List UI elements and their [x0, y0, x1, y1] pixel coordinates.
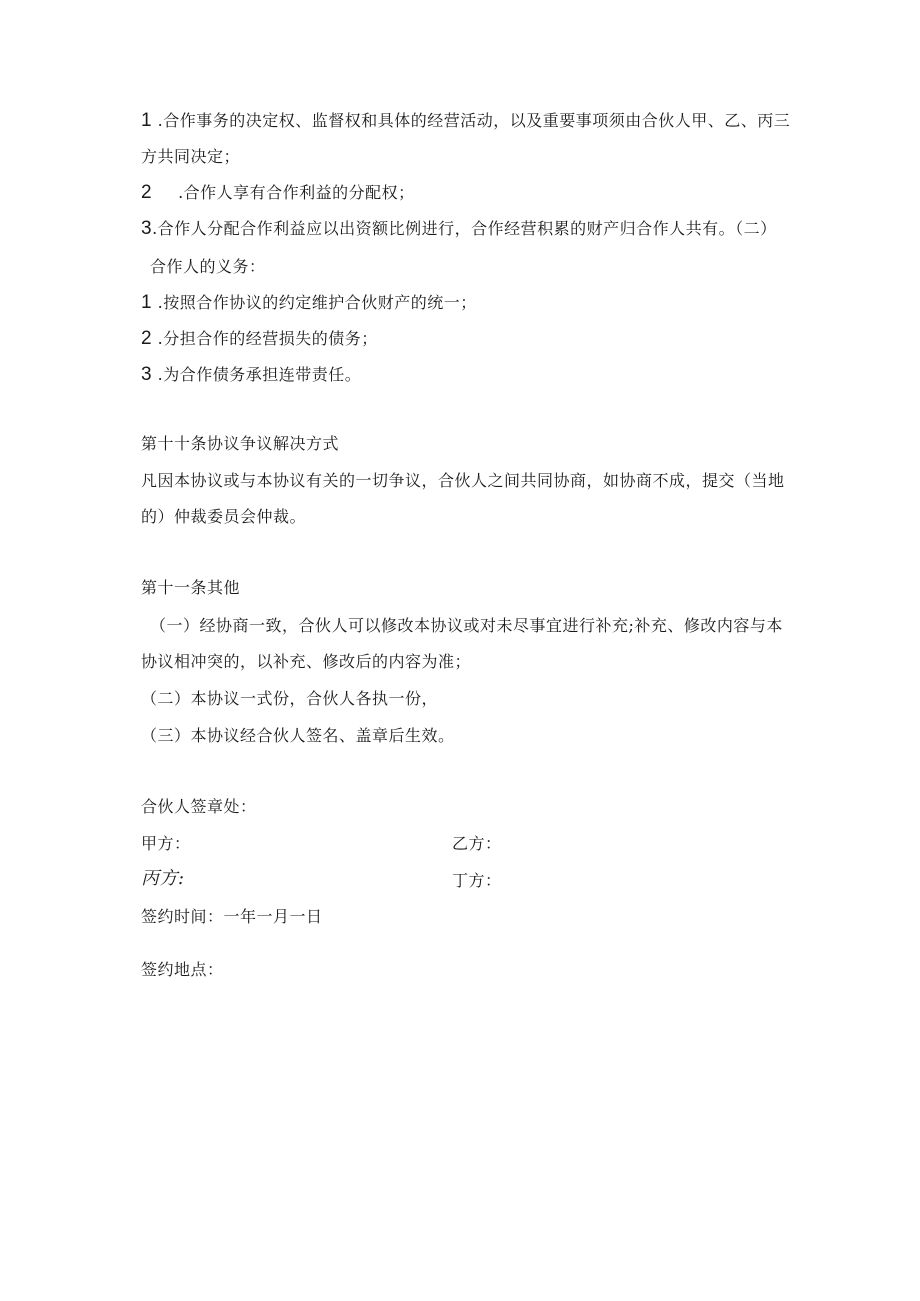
rights-item-3-number: 3 [141, 218, 153, 239]
rights-item-2 [141, 183, 415, 203]
rights-item-3-text: .合作人分配合作利益应以出资额比例进行，合作经营积累的财产归合作人共有。（二） [152, 219, 777, 238]
duties-item-3-text: .为合作债务承担连带责任。 [157, 365, 362, 384]
article-11-item-1-line-2: 协议相冲突的，以补充、修改后的内容为准； [141, 652, 472, 671]
article-10-line-2: 的）仲裁委员会仲裁。 [141, 507, 307, 526]
duties-item-2 [141, 329, 378, 349]
rights-item-3 [141, 219, 777, 239]
signing-place: 签约地点： [141, 960, 224, 979]
duties-item-1-text: .按照合作协议的约定维护合伙财产的统一； [157, 293, 477, 312]
rights-item-1-line-2: 方共同决定； [141, 147, 241, 166]
rights-item-1-number: 1 [141, 110, 153, 131]
rights-item-1-line-1 [141, 111, 790, 131]
rights-item-2-number: 2 [141, 182, 153, 203]
article-11-item-3: （三）本协议经合伙人签名、盖章后生效。 [141, 726, 455, 745]
duties-item-1 [141, 293, 477, 313]
duties-item-3 [141, 365, 361, 385]
signing-date: 签约时间：一年一月一日 [141, 907, 323, 926]
article-11-item-2: （二）本协议一式份，合伙人各执一份， [141, 689, 439, 708]
duties-item-1-number: 1 [141, 292, 153, 313]
rights-item-2-text: .合作人享有合作利益的分配权； [178, 183, 415, 202]
party-d-label: 丁方： [452, 871, 502, 890]
duties-item-2-text: .分担合作的经营损失的债务； [157, 329, 378, 348]
duties-heading: 合作人的义务： [150, 257, 266, 276]
rights-item-1-text: .合作事务的决定权、监督权和具体的经营活动，以及重要事项须由合伙人甲、乙、丙三 [157, 111, 791, 130]
party-a-label: 甲方： [141, 834, 191, 853]
party-b-label: 乙方： [452, 834, 502, 853]
duties-item-2-number: 2 [141, 328, 153, 349]
article-11-title: 第十一条其他 [141, 578, 241, 597]
article-10-line-1: 凡因本协议或与本协议有关的一切争议，合伙人之间共同协商，如协商不成，提交（当地 [141, 471, 785, 490]
party-c-label: 丙方: [141, 868, 185, 889]
article-11-item-1-line-1: （一）经协商一致，合伙人可以修改本协议或对未尽事宜进行补充;补充、修改内容与本 [150, 616, 783, 635]
article-10-title: 第十十条协议争议解决方式 [141, 434, 340, 453]
signature-heading: 合伙人签章处： [141, 797, 257, 816]
duties-item-3-number: 3 [141, 364, 153, 385]
